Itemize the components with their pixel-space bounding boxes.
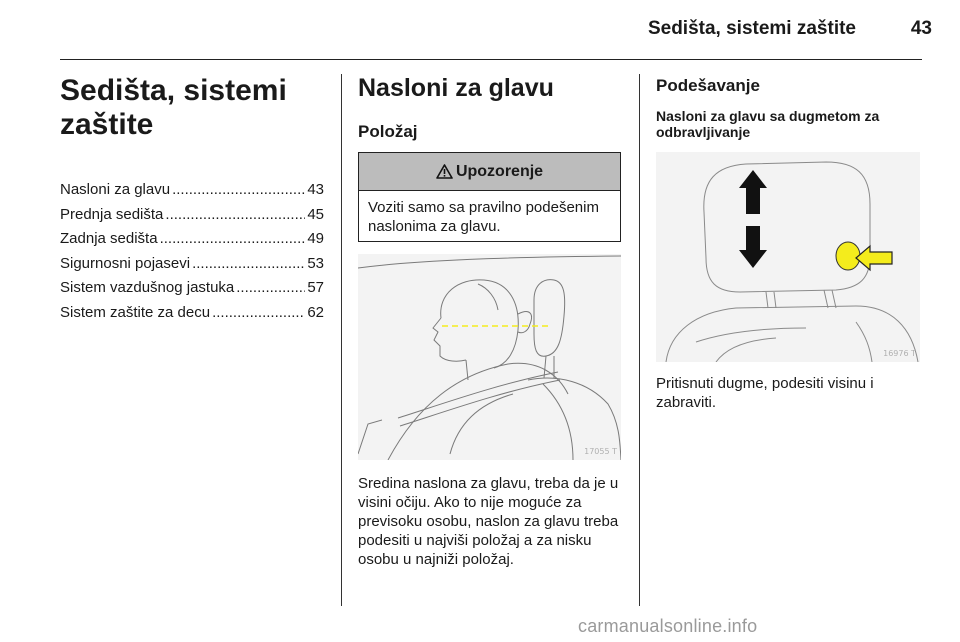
warning-header bbox=[359, 153, 620, 191]
figure-number: 17055 T bbox=[584, 447, 617, 456]
toc-entry[interactable] bbox=[60, 301, 324, 326]
section-title: Nasloni za glavu bbox=[358, 74, 554, 102]
toc-leader-dots bbox=[165, 203, 305, 228]
release-button-subtitle: Nasloni za glavu sa dugmetom za odbravljivanje bbox=[656, 108, 880, 140]
adjustment-description: Pritisnuti dugme, podesiti visinu i zabraviti. bbox=[656, 375, 874, 411]
headrest-adjust-drawing bbox=[656, 152, 920, 362]
column-divider-right bbox=[639, 74, 640, 606]
toc-entry-page: 43 bbox=[307, 181, 324, 198]
figure-number: 16976 T bbox=[883, 349, 916, 358]
toc-leader-dots bbox=[172, 178, 305, 203]
toc-entry[interactable] bbox=[60, 178, 324, 203]
toc-entry-label: Nasloni za glavu bbox=[60, 181, 171, 198]
chapter-title: Sedišta, sistemi zaštite bbox=[60, 74, 287, 141]
toc-entry[interactable] bbox=[60, 252, 324, 277]
toc-entry[interactable] bbox=[60, 276, 324, 301]
toc-entry-label: Zadnja sedišta bbox=[60, 230, 158, 248]
toc-entry[interactable] bbox=[60, 203, 324, 228]
toc-leader-dots bbox=[160, 227, 306, 252]
driver-profile-drawing bbox=[358, 254, 621, 460]
warning-box bbox=[358, 152, 621, 242]
toc-leader-dots bbox=[192, 252, 305, 277]
headrest-button-illustration bbox=[656, 152, 920, 362]
toc-leader-dots bbox=[212, 301, 305, 326]
toc-entry-label: Prednja sedišta bbox=[60, 205, 164, 223]
toc-entry[interactable] bbox=[60, 227, 324, 252]
watermark-text: carmanualsonline.info bbox=[578, 616, 758, 636]
position-description: Sredina naslona za glavu, treba da je u visini očiju. Ako to nije moguće za previsoku osobu, naslon za glavu treba podesiti u najviši položaj a za nisku osobu u najniži položaj. bbox=[358, 475, 619, 568]
toc-entry-page: 53 bbox=[307, 254, 324, 272]
adjustment-title: Podešavanje bbox=[656, 76, 760, 95]
subsection-title: Položaj bbox=[358, 122, 418, 141]
warning-triangle-icon bbox=[436, 164, 453, 179]
warning-title: Upozorenje bbox=[455, 162, 544, 180]
toc-entry-label: Sigurnosni pojasevi bbox=[60, 254, 191, 272]
toc-entry-page: 62 bbox=[307, 303, 324, 321]
toc-entry-label: Sistem vazdušnog jastuka bbox=[60, 279, 235, 297]
page-number: 43 bbox=[910, 18, 932, 39]
headrest-position-illustration bbox=[358, 254, 621, 460]
running-header-title: Sedišta, sistemi zaštite bbox=[647, 18, 856, 39]
toc-entry-label: Sistem zaštite za decu bbox=[60, 303, 211, 321]
toc-entry-page: 49 bbox=[307, 230, 324, 248]
toc-entry-page: 45 bbox=[307, 205, 324, 223]
toc-leader-dots bbox=[236, 276, 305, 301]
toc-entry-page: 57 bbox=[307, 279, 324, 297]
warning-text: Voziti samo sa pravilno podešenim naslonima za glavu. bbox=[368, 199, 599, 235]
table-of-contents bbox=[60, 178, 324, 326]
column-divider-left bbox=[341, 74, 342, 606]
header-divider bbox=[60, 59, 922, 60]
